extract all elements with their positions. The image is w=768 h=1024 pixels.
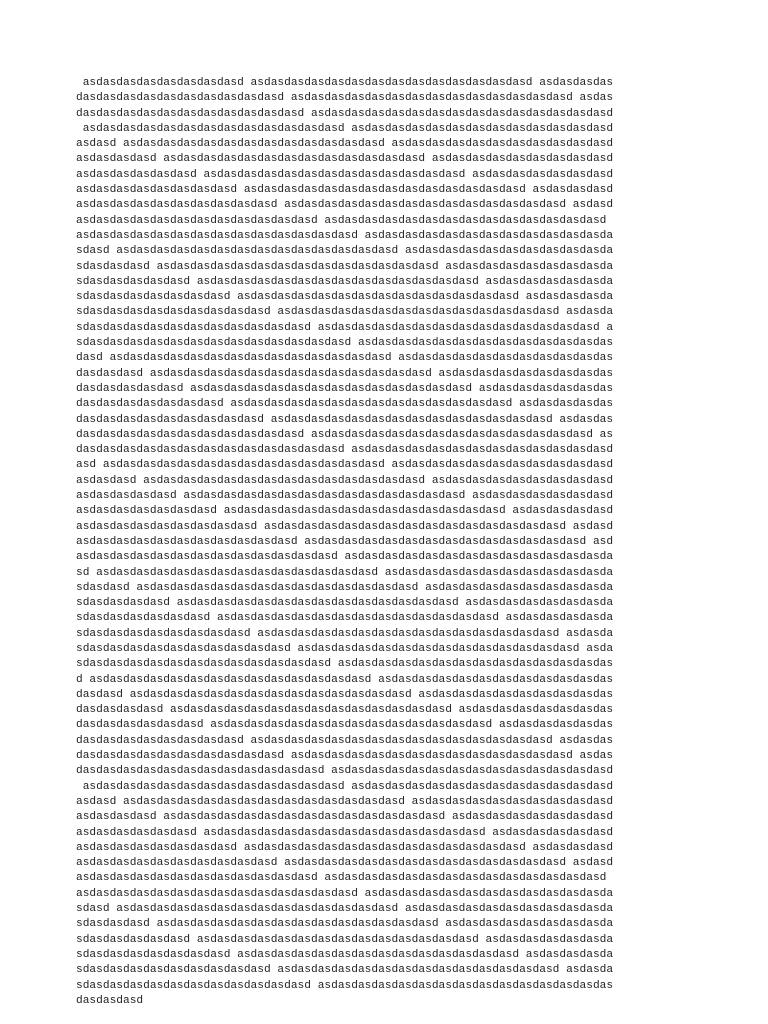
text-line: sdasdasdasdasdasdasdasdasdasdasdasdasd asdasdasdasdasdasdasdasdasdasdasdasdasdas [76,658,614,671]
text-line: dasdasdasdasdasd asdasdasdasdasdasdasdasdasdasdasdasdasdasd asdasdasdasdasdasdas [76,382,614,395]
text-line: sdasdasdasdasdasdasd asdasdasdasdasdasdasdasdasdasdasdasdasdasd asdasdasdasdasda [76,612,614,625]
text-line: sdasd asdasdasdasdasdasdasdasdasdasdasdasdasdasd asdasdasdasdasdasdasdasdasdasda [76,245,614,258]
text-line: asdasdasdasdasdasdasdasd asdasdasdasdasdasdasdasdasdasdasdasdasdasd asdasdasdas [76,77,614,89]
text-line: asdasdasdasdasdasdasd asdasdasdasdasdasdasdasdasdasdasdasdasdasd asdasdasdasdasd [76,505,614,518]
text-line: sdasdasdasdasdasdasdasdasdasdasdasd asdasdasdasdasdasdasdasdasdasdasdasdasdasd a [76,321,614,334]
text-line: sdasdasdasdasdasdasdasdasd asdasdasdasdasdasdasdasdasdasdasdasdasdasdasd asdasda [76,627,614,640]
text-line: dasdasdasdasdasdasdasdasdasdasdasdasd asdasdasdasdasdasdasdasdasdasdasdasdasdasd [76,765,614,778]
text-line: dasdasdasdasdasdasdasdasd asdasdasdasdasdasdasdasdasdasdasdasdasdasdasd asdasdas [76,734,614,747]
text-line: asdasd asdasdasdasdasdasdasdasdasdasdasdasdasd asdasdasdasdasdasdasdasdasdasdasd [76,138,614,151]
text-line: asdasdasdasdasdasdasdasdasdasd asdasdasdasdasdasdasdasdasdasdasdasdasdasd asdasd [76,857,614,870]
text-line: asdasdasdasdasdasdasdasdasdasdasdasd asdasdasdasdasdasdasdasdasdasdasdasdasdasd [76,872,607,885]
text-line: dasd asdasdasdasdasdasdasdasdasdasdasdasdasdasd asdasdasdasdasdasdasdasdasdasdas [76,352,614,365]
text-line: asdasdasdasdasdasdasdasdasdasdasdasdasdasd asdasdasdasdasdasdasdasdasdasdasdasda [76,887,614,900]
text-line: dasdasd asdasdasdasdasdasdasdasdasdasdasdasdasdasd asdasdasdasdasdasdasdasdasdas [76,688,614,701]
text-line: sdasdasdasdasdasdasdasdasdasdasdasdasdasd asdasdasdasdasdasdasdasdasdasdasdasdas [76,337,614,350]
text-line: d asdasdasdasdasdasdasdasdasdasdasdasdasdasd asdasdasdasdasdasdasdasdasdasdasdas [76,673,614,686]
text-line: dasdasdasd asdasdasdasdasdasdasdasdasdasdasdasdasdasd asdasdasdasdasdasdasdasdas [76,367,614,380]
text-line: asdasdasdasdasdasdasdasdasdasdasdasdasd asdasdasdasdasdasdasdasdasdasdasdasdasd [76,122,614,135]
text-line: dasdasdasdasdasdasdasdasdasdasdasd asdasdasdasdasdasdasdasdasdasdasdasdasdasd as [76,428,614,441]
text-line: sdasdasdasdasdasdasdasd asdasdasdasdasdasdasdasdasdasdasdasdasdasd asdasdasdasda [76,948,614,961]
document-page [76,76,692,1009]
text-line: dasdasdasdasdasdasdasdasdasdasd asdasdasdasdasdasdasdasdasdasdasdasdasdasd asdas [76,92,614,105]
text-line: sdasdasdasdasdasdasdasdasdasd asdasdasdasdasdasdasdasdasdasdasdasdasdasd asdasda [76,306,614,319]
text-line: dasdasdasdasdasdasdasdasdasdasdasd asdasdasdasdasdasdasdasdasdasdasdasdasdasdasd [76,107,614,120]
text-line: dasdasdasd [76,994,144,1007]
text-line: asdasdasdasdasdasdasdasdasdasdasdasdasdasd asdasdasdasdasdasdasdasdasdasdasdasda [76,229,614,242]
text-line: sdasdasdasdasdasdasdasdasdasd asdasdasdasdasdasdasdasdasdasdasdasdasdasd asdasda [76,964,614,977]
text-line: asdasdasdasdasdasdasdasd asdasdasdasdasdasdasdasdasdasdasdasdasdasd asdasdasdasd [76,184,614,197]
text-line: dasdasdasdasdasdasdasdasdasdasd asdasdasdasdasdasdasdasdasdasdasdasdasdasd asdas [76,750,614,763]
text-line: sdasdasdasdasd asdasdasdasdasdasdasdasdasdasdasdasdasdasd asdasdasdasdasdasdasda [76,597,614,610]
text-line: sdasdasdasdasdasdasdasdasdasdasd asdasdasdasdasdasdasdasdasdasdasdasdasdasd asda [76,642,614,655]
text-line: sdasdasdasdasdasd asdasdasdasdasdasdasdasdasdasdasdasdasdasd asdasdasdasdasdasda [76,275,614,288]
text-line: asdasdasdasdasdasdasdasdasdasdasdasd asdasdasdasdasdasdasdasdasdasdasdasdasdasd [76,214,607,227]
text-line: asdasdasdasdasdasd asdasdasdasdasdasdasdasdasdasdasdasdasdasd asdasdasdasdasdasd [76,826,614,839]
text-line: dasdasdasdasdasdasdasd asdasdasdasdasdasdasdasdasdasdasdasdasdasd asdasdasdasdas [76,398,614,411]
text-line: dasdasdasdasdasdasdasdasdasd asdasdasdasdasdasdasdasdasdasdasdasdasdasd asdasdas [76,413,614,426]
text-line: asdasdasdasdasdasdasdasdasdasd asdasdasdasdasdasdasdasdasdasdasdasdasdasd asdasd [76,199,614,212]
text-line: sd asdasdasdasdasdasdasdasdasdasdasdasdasdasd asdasdasdasdasdasdasdasdasdasdasda [76,566,614,579]
text-line: sdasdasd asdasdasdasdasdasdasdasdasdasdasdasdasdasd asdasdasdasdasdasdasdasdasda [76,581,614,594]
text-line: asdasdasdasdasdasdasdasdasdasdasdasdasd asdasdasdasdasdasdasdasdasdasdasdasdasda [76,551,614,564]
text-line: sdasdasdasd asdasdasdasdasdasdasdasdasdasdasdasdasdasd asdasdasdasdasdasdasdasda [76,918,614,931]
text-line: sdasdasdasd asdasdasdasdasdasdasdasdasdasdasdasdasdasd asdasdasdasdasdasdasdasda [76,260,614,273]
text-line: sdasdasdasdasdasdasdasdasdasdasdasd asdasdasdasdasdasdasdasdasdasdasdasdasdasdas [76,979,614,992]
text-line: dasdasdasdasd asdasdasdasdasdasdasdasdasdasdasdasdasdasd asdasdasdasdasdasdasdas [76,704,614,717]
text-line: sdasdasdasdasdasd asdasdasdasdasdasdasdasdasdasdasdasdasdasd asdasdasdasdasdasda [76,933,614,946]
text-line: dasdasdasdasdasdasdasdasdasdasdasdasdasd asdasdasdasdasdasdasdasdasdasdasdasdasd [76,444,614,457]
text-line: asdasdasdasdasd asdasdasdasdasdasdasdasdasdasdasdasdasdasd asdasdasdasdasdasdasd [76,490,614,503]
text-line: asdasdasd asdasdasdasdasdasdasdasdasdasdasdasdasdasd asdasdasdasdasdasdasdasdasd [76,474,614,487]
text-line: asdasdasdasdasdasd asdasdasdasdasdasdasdasdasdasdasdasdasd asdasdasdasdasdasdasd [76,168,614,181]
text-line: sdasdasdasdasdasdasdasd asdasdasdasdasdasdasdasdasdasdasdasdasdasd asdasdasdasda [76,291,614,304]
text-line: asdasdasdasdasdasdasdasd asdasdasdasdasdasdasdasdasdasdasdasdasdasd asdasdasdasd [76,841,614,854]
text-line: asdasdasdasdasdasdasdasdasd asdasdasdasdasdasdasdasdasdasdasdasdasdasdasd asdasd [76,520,614,533]
text-line: asdasdasdasdasdasdasdasdasdasdasd asdasdasdasdasdasdasdasdasdasdasdasdasdasd asd [76,535,614,548]
text-line: asdasdasdasd asdasdasdasdasdasdasdasdasdasdasdasdasdasd asdasdasdasdasdasdasdasd [76,811,614,824]
text-line: sdasd asdasdasdasdasdasdasdasdasdasdasdasdasdasd asdasdasdasdasdasdasdasdasdasda [76,903,614,916]
text-line: dasdasdasdasdasdasd asdasdasdasdasdasdasdasdasdasdasdasdasdasd asdasdasdasdasdas [76,719,614,732]
text-line: asdasdasdasdasdasdasdasdasdasdasdasdasd asdasdasdasdasdasdasdasdasdasdasdasdasd [76,780,614,793]
text-line: asd asdasdasdasdasdasdasdasdasdasdasdasdasdasd asdasdasdasdasdasdasdasdasdasdasd [76,459,614,472]
text-line: asdasd asdasdasdasdasdasdasdasdasdasdasdasdasdasd asdasdasdasdasdasdasdasdasdasd [76,795,614,808]
text-line: asdasdasdasd asdasdasdasdasdasdasdasdasdasdasdasdasd asdasdasdasdasdasdasdasdasd [76,153,614,166]
